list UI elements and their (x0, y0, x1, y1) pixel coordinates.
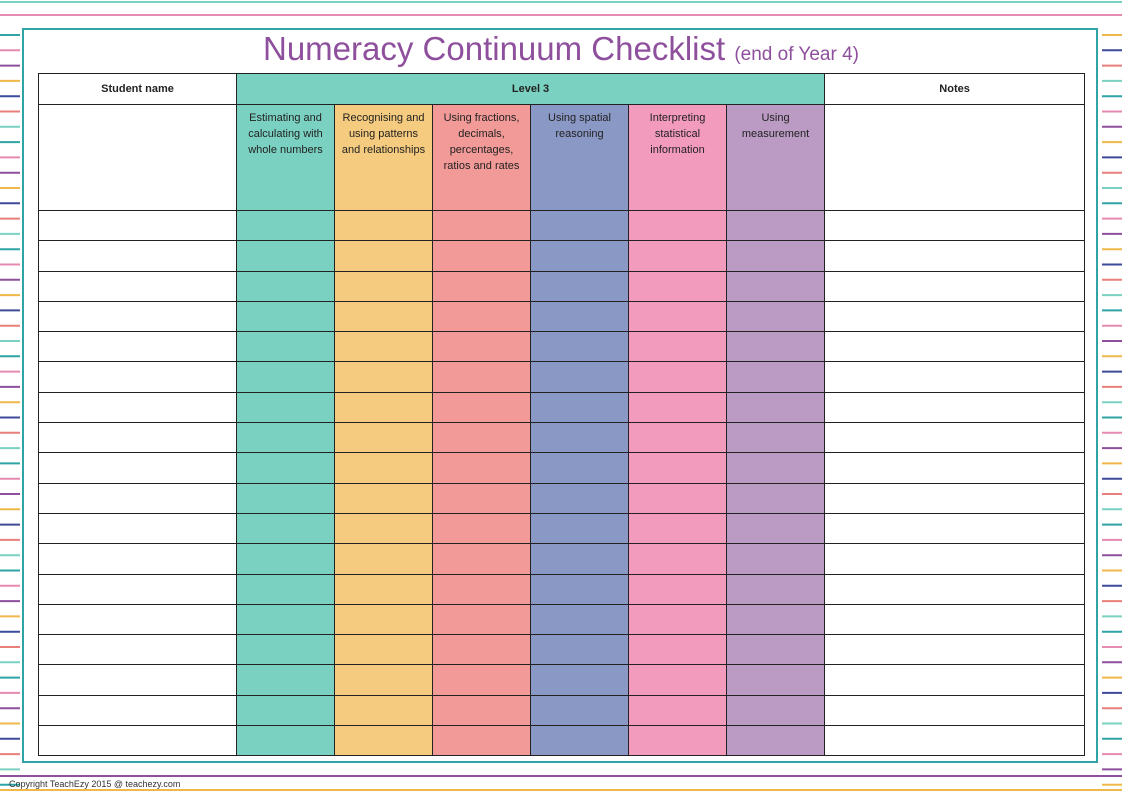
checklist-cell[interactable] (433, 332, 531, 362)
checklist-cell[interactable] (335, 635, 433, 665)
student-name-cell[interactable] (39, 513, 237, 543)
copyright-text: Copyright TeachEzy 2015 @ teachezy.com (9, 779, 181, 789)
checklist-cell[interactable] (335, 301, 433, 331)
checklist-cell[interactable] (335, 544, 433, 574)
checklist-cell[interactable] (629, 513, 727, 543)
student-name-cell[interactable] (39, 423, 237, 453)
column-header-statistics: Interpreting statistical information (629, 105, 727, 211)
checklist-cell[interactable] (335, 241, 433, 271)
title-subtitle: (end of Year 4) (734, 44, 859, 65)
checklist-cell[interactable] (727, 362, 825, 392)
checklist-cell[interactable] (237, 635, 335, 665)
checklist-cell[interactable] (237, 695, 335, 725)
notes-cell[interactable] (825, 574, 1085, 604)
student-row (39, 392, 1085, 422)
notes-cell[interactable] (825, 241, 1085, 271)
student-row (39, 423, 1085, 453)
checklist-cell[interactable] (433, 635, 531, 665)
checklist-cell[interactable] (629, 241, 727, 271)
checklist-cell[interactable] (727, 271, 825, 301)
notes-cell[interactable] (825, 332, 1085, 362)
checklist-cell[interactable] (433, 665, 531, 695)
student-name-cell[interactable] (39, 362, 237, 392)
checklist-cell[interactable] (531, 604, 629, 634)
checklist-cell[interactable] (727, 423, 825, 453)
student-row (39, 483, 1085, 513)
student-name-cell[interactable] (39, 392, 237, 422)
checklist-cell[interactable] (433, 423, 531, 453)
checklist-table (38, 73, 1085, 756)
checklist-cell[interactable] (433, 392, 531, 422)
student-row (39, 635, 1085, 665)
checklist-cell[interactable] (629, 695, 727, 725)
checklist-cell[interactable] (237, 544, 335, 574)
column-header-measurement: Using measurement (727, 105, 825, 211)
student-row (39, 726, 1085, 756)
notes-header: Notes (825, 74, 1085, 105)
checklist-cell[interactable] (629, 453, 727, 483)
student-row (39, 544, 1085, 574)
checklist-cell[interactable] (335, 604, 433, 634)
checklist-cell[interactable] (531, 726, 629, 756)
checklist-cell[interactable] (727, 241, 825, 271)
student-name-cell[interactable] (39, 574, 237, 604)
checklist-cell[interactable] (531, 635, 629, 665)
checklist-cell[interactable] (727, 513, 825, 543)
notes-cell[interactable] (825, 362, 1085, 392)
checklist-cell[interactable] (531, 423, 629, 453)
student-row (39, 695, 1085, 725)
checklist-cell[interactable] (237, 423, 335, 453)
notes-cell[interactable] (825, 211, 1085, 241)
checklist-cell[interactable] (335, 453, 433, 483)
notes-cell[interactable] (825, 392, 1085, 422)
checklist-cell[interactable] (629, 665, 727, 695)
checklist-cell[interactable] (237, 332, 335, 362)
checklist-cell[interactable] (237, 271, 335, 301)
checklist-cell[interactable] (335, 726, 433, 756)
student-name-cell[interactable] (39, 271, 237, 301)
student-name-cell[interactable] (39, 453, 237, 483)
notes-cell[interactable] (825, 483, 1085, 513)
checklist-cell[interactable] (531, 665, 629, 695)
checklist-cell[interactable] (531, 513, 629, 543)
checklist-cell[interactable] (237, 241, 335, 271)
student-row (39, 453, 1085, 483)
checklist-cell[interactable] (531, 362, 629, 392)
student-row (39, 362, 1085, 392)
checklist-cell[interactable] (531, 392, 629, 422)
checklist-cell[interactable] (531, 695, 629, 725)
checklist-cell[interactable] (433, 726, 531, 756)
notes-cell[interactable] (825, 544, 1085, 574)
checklist-cell[interactable] (727, 453, 825, 483)
checklist-cell[interactable] (237, 392, 335, 422)
page-title (0, 28, 1122, 76)
checklist-cell[interactable] (237, 574, 335, 604)
checklist-cell[interactable] (335, 665, 433, 695)
column-header-fractions: Using fractions, decimals, percentages, ratios and rates (433, 105, 531, 211)
student-row (39, 211, 1085, 241)
student-row (39, 604, 1085, 634)
student-name-cell[interactable] (39, 695, 237, 725)
student-name-column-blank (39, 105, 237, 211)
checklist-cell[interactable] (237, 604, 335, 634)
checklist-cell[interactable] (335, 332, 433, 362)
column-header-patterns: Recognising and using patterns and relationships (335, 105, 433, 211)
student-row (39, 513, 1085, 543)
checklist-cell[interactable] (727, 695, 825, 725)
checklist-cell[interactable] (629, 211, 727, 241)
checklist-cell[interactable] (335, 423, 433, 453)
checklist-cell[interactable] (629, 726, 727, 756)
notes-cell[interactable] (825, 635, 1085, 665)
checklist-cell[interactable] (433, 574, 531, 604)
checklist-cell[interactable] (531, 544, 629, 574)
checklist-cell[interactable] (237, 726, 335, 756)
checklist-cell[interactable] (629, 544, 727, 574)
student-name-cell[interactable] (39, 604, 237, 634)
checklist-cell[interactable] (531, 483, 629, 513)
notes-column-blank (825, 105, 1085, 211)
checklist-cell[interactable] (433, 604, 531, 634)
checklist-cell[interactable] (433, 241, 531, 271)
student-row (39, 301, 1085, 331)
checklist-cell[interactable] (335, 574, 433, 604)
checklist-cell[interactable] (335, 392, 433, 422)
checklist-cell[interactable] (335, 211, 433, 241)
checklist-cell[interactable] (335, 271, 433, 301)
student-name-cell[interactable] (39, 726, 237, 756)
checklist-cell[interactable] (237, 483, 335, 513)
checklist-cell[interactable] (531, 332, 629, 362)
checklist-cell[interactable] (433, 362, 531, 392)
checklist-cell[interactable] (237, 211, 335, 241)
checklist-cell[interactable] (727, 211, 825, 241)
checklist-cell[interactable] (727, 332, 825, 362)
checklist-cell[interactable] (531, 271, 629, 301)
checklist-cell[interactable] (237, 362, 335, 392)
checklist-cell[interactable] (727, 726, 825, 756)
column-header-whole-numbers: Estimating and calculating with whole numbers (237, 105, 335, 211)
checklist-cell[interactable] (629, 392, 727, 422)
notes-cell[interactable] (825, 665, 1085, 695)
checklist-cell[interactable] (433, 695, 531, 725)
student-name-cell[interactable] (39, 241, 237, 271)
student-name-cell[interactable] (39, 301, 237, 331)
checklist-cell[interactable] (727, 665, 825, 695)
checklist-cell[interactable] (335, 513, 433, 543)
checklist-cell[interactable] (629, 604, 727, 634)
checklist-cell[interactable] (433, 453, 531, 483)
checklist-cell[interactable] (433, 271, 531, 301)
notes-cell[interactable] (825, 513, 1085, 543)
checklist-cell[interactable] (531, 574, 629, 604)
checklist-cell[interactable] (629, 332, 727, 362)
checklist-cell[interactable] (629, 483, 727, 513)
checklist-cell[interactable] (237, 513, 335, 543)
checklist-cell[interactable] (629, 301, 727, 331)
column-header-spatial: Using spatial reasoning (531, 105, 629, 211)
notes-cell[interactable] (825, 604, 1085, 634)
checklist-cell[interactable] (531, 211, 629, 241)
checklist-cell[interactable] (727, 392, 825, 422)
notes-cell[interactable] (825, 271, 1085, 301)
checklist-cell[interactable] (629, 635, 727, 665)
student-row (39, 241, 1085, 271)
title-main: Numeracy Continuum Checklist (263, 30, 726, 67)
student-row (39, 332, 1085, 362)
student-name-cell[interactable] (39, 635, 237, 665)
student-name-cell[interactable] (39, 332, 237, 362)
notes-cell[interactable] (825, 301, 1085, 331)
student-row (39, 574, 1085, 604)
checklist-cell[interactable] (433, 513, 531, 543)
checklist-cell[interactable] (531, 301, 629, 331)
checklist-cell[interactable] (335, 362, 433, 392)
student-name-cell[interactable] (39, 544, 237, 574)
checklist-cell[interactable] (237, 453, 335, 483)
checklist-cell[interactable] (433, 483, 531, 513)
student-name-cell[interactable] (39, 211, 237, 241)
checklist-cell[interactable] (629, 362, 727, 392)
notes-cell[interactable] (825, 453, 1085, 483)
student-name-cell[interactable] (39, 483, 237, 513)
checklist-cell[interactable] (237, 665, 335, 695)
checklist-cell[interactable] (727, 635, 825, 665)
checklist-cell[interactable] (433, 544, 531, 574)
checklist-cell[interactable] (727, 483, 825, 513)
notes-cell[interactable] (825, 726, 1085, 756)
checklist-cell[interactable] (433, 211, 531, 241)
checklist-cell[interactable] (335, 483, 433, 513)
checklist-cell[interactable] (727, 544, 825, 574)
checklist-cell[interactable] (629, 423, 727, 453)
student-name-cell[interactable] (39, 665, 237, 695)
student-row (39, 271, 1085, 301)
checklist-cell[interactable] (727, 604, 825, 634)
checklist-cell[interactable] (727, 301, 825, 331)
checklist-cell[interactable] (531, 453, 629, 483)
student-name-header: Student name (39, 74, 237, 105)
checklist-cell[interactable] (433, 301, 531, 331)
notes-cell[interactable] (825, 423, 1085, 453)
checklist-cell[interactable] (629, 574, 727, 604)
notes-cell[interactable] (825, 695, 1085, 725)
checklist-cell[interactable] (727, 574, 825, 604)
checklist-cell[interactable] (237, 301, 335, 331)
student-row (39, 665, 1085, 695)
level-header: Level 3 (237, 74, 825, 105)
checklist-cell[interactable] (531, 241, 629, 271)
checklist-cell[interactable] (335, 695, 433, 725)
checklist-cell[interactable] (629, 271, 727, 301)
